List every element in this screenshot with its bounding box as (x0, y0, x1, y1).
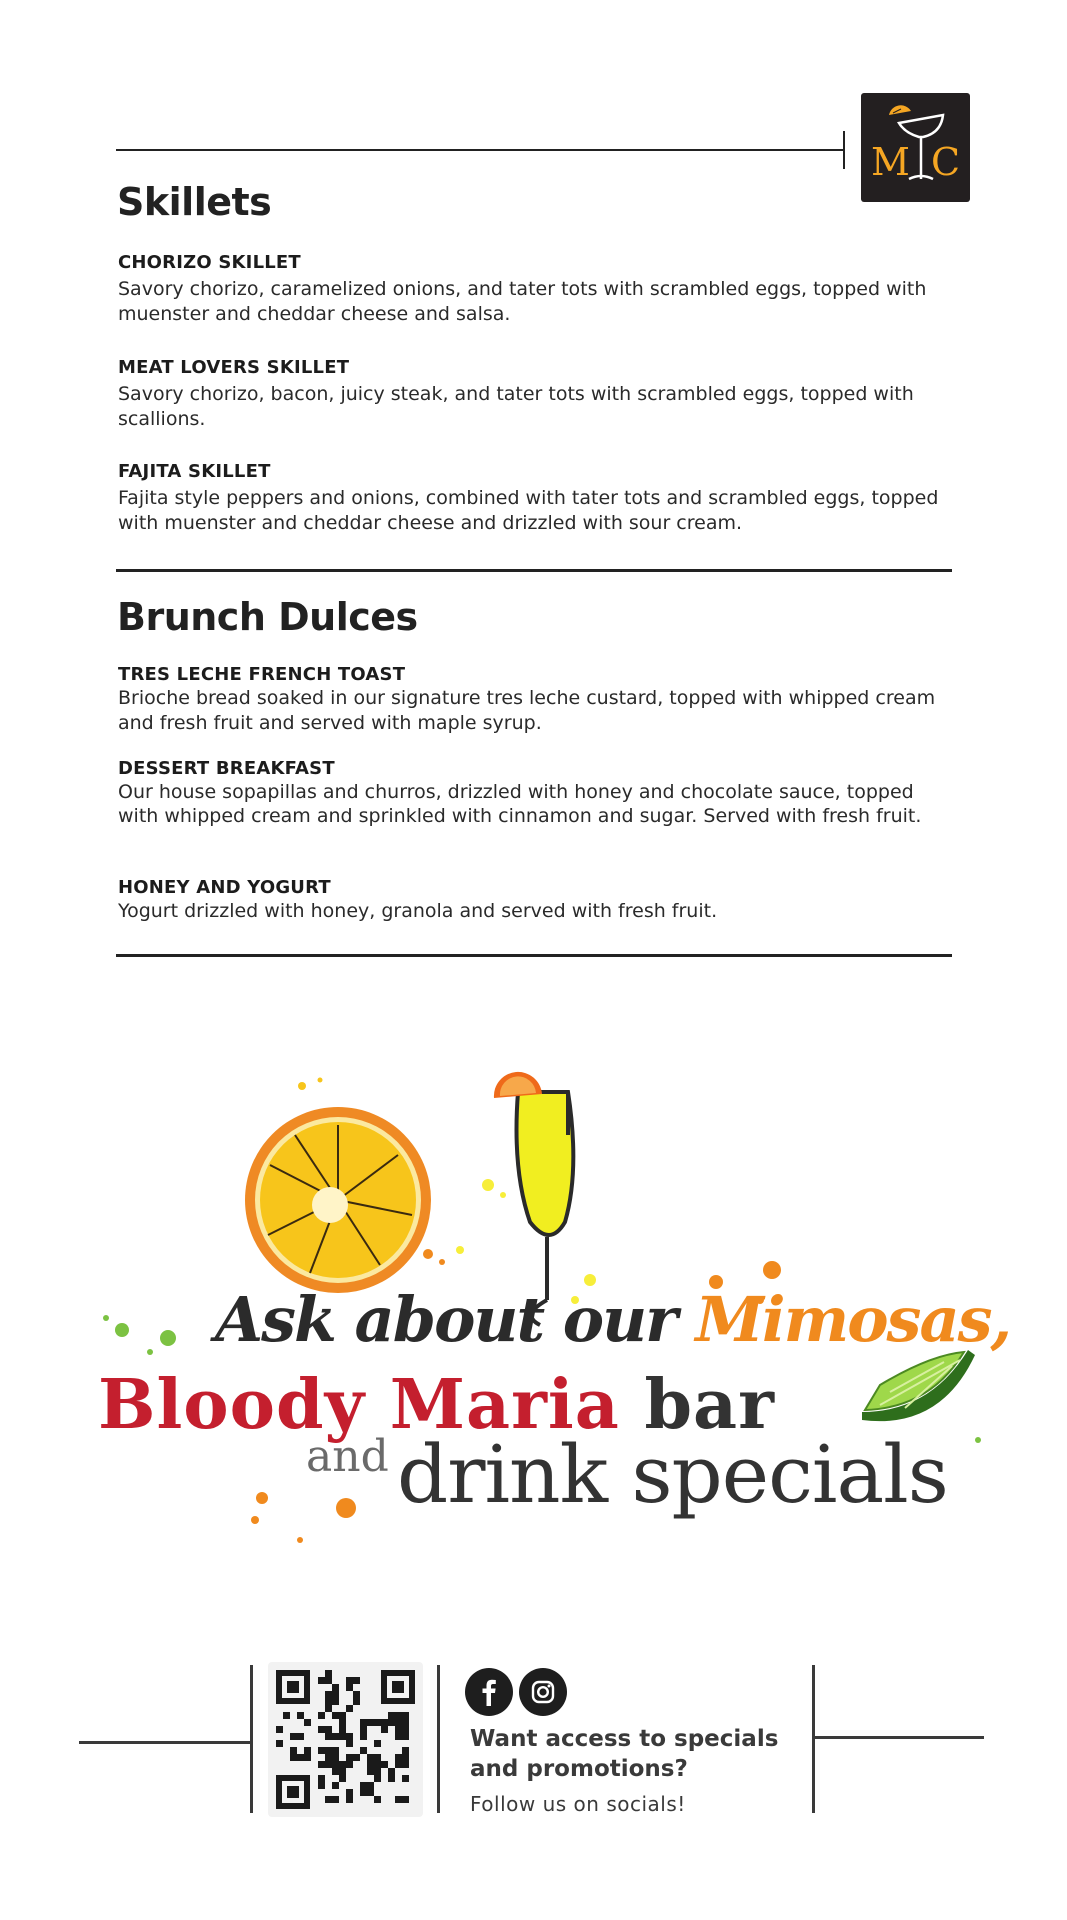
svg-text:M: M (871, 140, 910, 184)
menu-item-name: HONEY AND YOGURT (118, 877, 331, 898)
footer-divider-middle (437, 1665, 440, 1813)
menu-item-desc: Fajita style peppers and onions, combined with tater tots and scrambled eggs, topped with muenster and cheddar cheese and drizzled with sour cream. (118, 487, 939, 534)
section-title-skillets: Skillets (117, 180, 272, 224)
menu-item-name: TRES LECHE FRENCH TOAST (118, 664, 406, 685)
promo-line-1 (215, 1283, 1010, 1356)
menu-item-desc: Brioche bread soaked in our signature tres leche custard, topped with whipped cream and fresh fruit and served with maple syrup. (118, 687, 936, 734)
footer-rule-right (815, 1736, 984, 1739)
footer-subtext: Follow us on socials! (470, 1792, 686, 1816)
menu-item-desc: Savory chorizo, bacon, juicy steak, and tater tots with scrambled eggs, topped with scallions. (118, 383, 914, 430)
menu-item-name: CHORIZO SKILLET (118, 252, 301, 273)
promo-text-ask: Ask about our (215, 1283, 696, 1356)
qr-code-graphic (268, 1662, 423, 1817)
promo-text-bar: bar (619, 1365, 775, 1445)
instagram-icon[interactable] (519, 1668, 567, 1716)
footer-rule-left (79, 1741, 251, 1744)
qr-code[interactable] (268, 1662, 423, 1817)
menu-item-name: MEAT LOVERS SKILLET (118, 357, 350, 378)
promo-text-drink-specials: drink specials (397, 1428, 948, 1521)
menu-item-desc: Yogurt drizzled with honey, granola and served with fresh fruit. (118, 900, 718, 922)
promo-text-and: and (306, 1431, 389, 1482)
menu-item-name: DESSERT BREAKFAST (118, 758, 335, 779)
footer-heading: Want access to specials and promotions? (470, 1726, 779, 1782)
section-title-brunch-dulces: Brunch Dulces (117, 595, 418, 639)
menu-item-desc: Savory chorizo, caramelized onions, and tater tots with scrambled eggs, topped with muenster and cheddar cheese and salsa. (118, 278, 927, 325)
footer-divider-right (812, 1665, 815, 1813)
footer-divider-left (250, 1665, 253, 1813)
promo-text-mimosas: Mimosas, (695, 1283, 1011, 1356)
menu-item-name: FAJITA SKILLET (118, 461, 271, 482)
promo-text-bloody-maria: Bloody Maria (98, 1365, 620, 1445)
svg-text:C: C (931, 140, 961, 184)
menu-item-desc: Our house sopapillas and churros, drizzled with honey and chocolate sauce, topped with whipped cream and sprinkled with cinnamon and sugar. Served with fresh fruit. (118, 781, 922, 827)
facebook-icon[interactable] (465, 1668, 513, 1716)
